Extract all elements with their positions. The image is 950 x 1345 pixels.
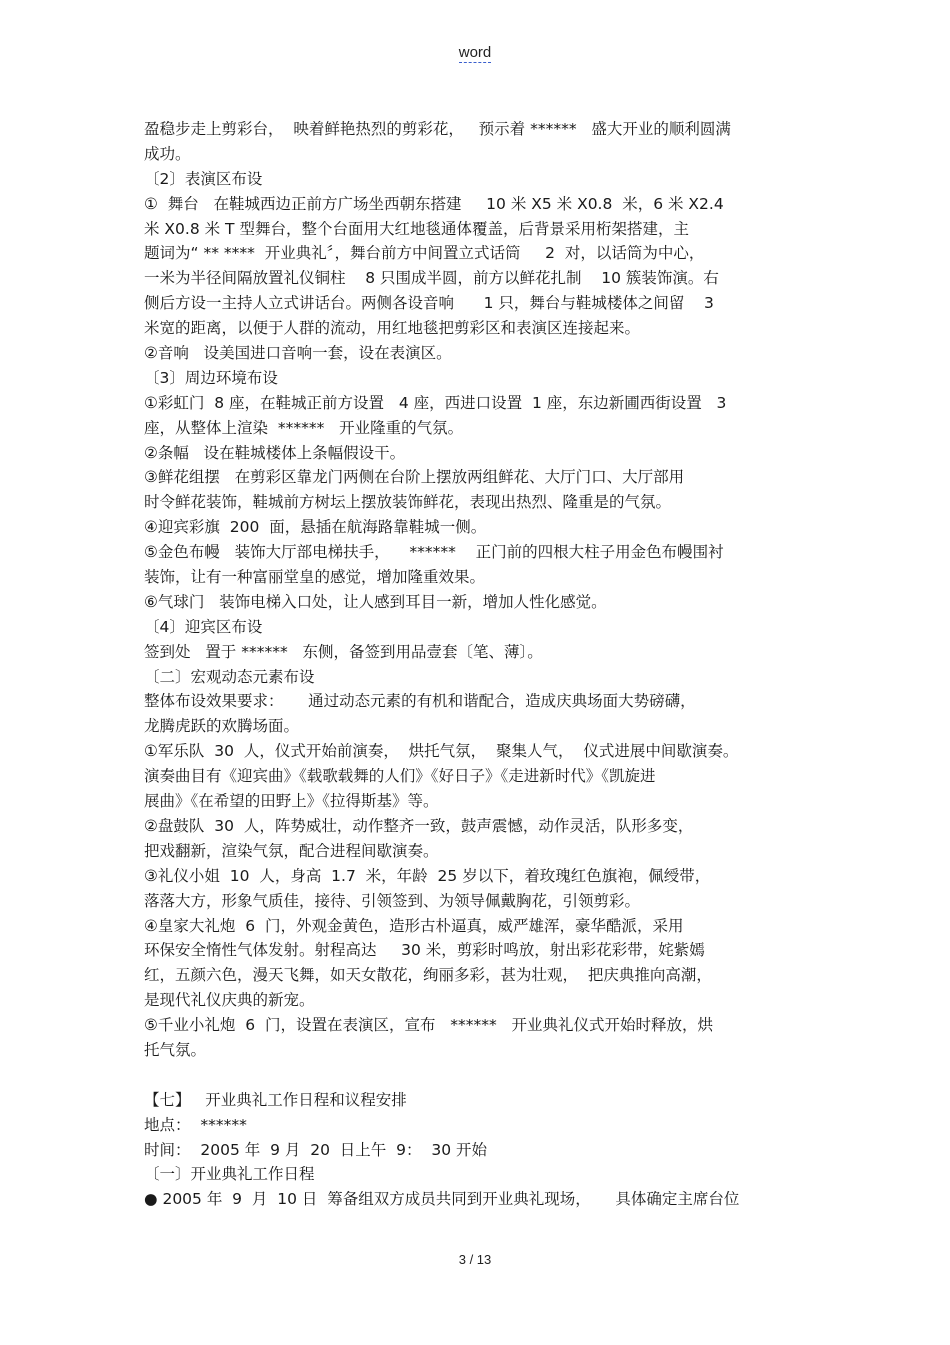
text-line: 龙腾虎跃的欢腾场面。 — [144, 717, 300, 736]
header-title: word — [458, 44, 492, 61]
text-line: 一米为半径间隔放置礼仪铜柱 8 只围成半圆，前方以鲜花扎制 10 簇装饰演。右 — [144, 269, 719, 288]
text-line: 侧后方设一主持人立式讲话台。两侧各设音响 1 只，舞台与鞋城楼体之间留 3 — [144, 294, 714, 313]
text-line: ③礼仪小姐 10 人，身高 1.7 米，年龄 25 岁以下，着玫瑰红色旗袍，佩绶带， — [144, 866, 711, 885]
text-line: 米 X0.8 米 T 型舞台，整个台面用大红地毯通体覆盖，后背景采用桁架搭建，主 — [144, 219, 689, 238]
page-number: 3 / 13 — [458, 1252, 492, 1267]
text-line: 【七】 开业典礼工作日程和议程安排 — [144, 1090, 407, 1109]
text-line: ⑤金色布幔 装饰大厅部电梯扶手， ****** 正门前的四根大柱子用金色布幔围衬 — [144, 543, 724, 562]
text-line: 是现代礼仪庆典的新宠。 — [144, 991, 315, 1010]
text-line: 米宽的距离，以便于人群的流动，用红地毯把剪彩区和表演区连接起来。 — [144, 319, 641, 338]
text-line: ②音响 设美国进口音响一套，设在表演区。 — [144, 344, 452, 363]
text-line: ① 舞台 在鞋城西边正前方广场坐西朝东搭建 10 米 X5 米 X0.8 米，6 米 X2.4 — [144, 194, 724, 213]
text-line: ②盘鼓队 30 人，阵势威壮，动作整齐一致，鼓声震憾，动作灵活，队形多变， — [144, 816, 694, 835]
page-header — [0, 44, 950, 61]
text-line: ③鲜花组摆 在剪彩区靠龙门两侧在台阶上摆放两组鲜花、大厅门口、大厅部用 — [144, 468, 685, 487]
text-line: 演奏曲目有《迎宾曲》《载歌载舞的人们》《好日子》《走进新时代》《凯旋进 — [144, 767, 656, 786]
text-line: 〔4〕迎宾区布设 — [144, 617, 263, 636]
text-line: 〔3〕周边环境布设 — [144, 368, 278, 387]
text-line: 成功。 — [144, 144, 191, 163]
text-line: ④迎宾彩旗 200 面，悬插在航海路靠鞋城一侧。 — [144, 518, 487, 537]
text-line: 装饰，让有一种富丽堂皇的感觉，增加隆重效果。 — [144, 568, 486, 587]
text-line: 红，五颜六色，漫天飞舞，如天女散花，绚丽多彩，甚为壮观， 把庆典推向高潮， — [144, 966, 712, 985]
text-line: 题词为“ ** **** 开业典礼〞，舞台前方中间置立式话筒 2 对，以话筒为中心， — [144, 244, 705, 263]
text-line: 〔2〕表演区布设 — [144, 169, 263, 188]
text-line: ①军乐队 30 人，仪式开始前演奏， 烘托气氛， 聚集人气， 仪式进展中间歇演奏。 — [144, 742, 739, 761]
text-line: 座，从整体上渲染 ****** 开业隆重的气氛。 — [144, 418, 464, 437]
text-line: ②条幅 设在鞋城楼体上条幅假设干。 — [144, 443, 406, 462]
text-line: 托气氛。 — [144, 1040, 207, 1059]
text-line: 〔一〕开业典礼工作日程 — [144, 1165, 315, 1184]
text-line: 〔二〕宏观动态元素布设 — [144, 667, 315, 686]
text-line: ● 2005 年 9 月 10 日 筹备组双方成员共同到开业典礼现场， 具体确定主席台位 — [144, 1190, 740, 1209]
text-line: 落落大方，形象气质佳，接待、引领签到、为领导佩戴胸花，引领剪彩。 — [144, 891, 641, 910]
text-line: 时间： 2005 年 9 月 20 日上午 9： 30 开始 — [144, 1140, 488, 1159]
text-line: 把戏翻新，渲染气氛，配合进程间歇演奏。 — [144, 841, 439, 860]
text-line: ⑥气球门 装饰电梯入口处，让人感到耳目一新，增加人性化感觉。 — [144, 592, 607, 611]
text-line: 展曲》《在希望的田野上》《拉得斯基》等。 — [144, 792, 439, 811]
text-line: 地点： ****** — [144, 1115, 247, 1134]
text-line: 整体布设效果要求： 通过动态元素的有机和谐配合，造成庆典场面大势磅礴， — [144, 692, 696, 711]
document-body — [144, 117, 824, 1212]
text-line — [144, 1063, 824, 1088]
text-line: 盈稳步走上剪彩台， 映着鲜艳热烈的剪彩花， 预示着 ****** 盛大开业的顺利圆满 — [144, 120, 731, 138]
text-line: ⑤千业小礼炮 6 门，设置在表演区，宣布 ****** 开业典礼仪式开始时释放，烘 — [144, 1016, 714, 1035]
text-line: ④皇家大礼炮 6 门，外观金黄色，造形古朴逼真，威严雄浑，豪华酷派，采用 — [144, 916, 684, 935]
text-line: ①彩虹门 8 座，在鞋城正前方设置 4 座，西进口设置 1 座，东边新圃西街设置 3 — [144, 393, 727, 412]
text-line: 时令鲜花装饰，鞋城前方树坛上摆放装饰鲜花，表现出热烈、隆重是的气氛。 — [144, 493, 672, 512]
text-line: 签到处 置于 ****** 东侧，备签到用品壹套〔笔、薄〕。 — [144, 642, 543, 661]
text-line: 环保安全惰性气体发射。射程高达 30 米，剪彩时鸣放，射出彩花彩带，姹紫嫣 — [144, 941, 705, 960]
